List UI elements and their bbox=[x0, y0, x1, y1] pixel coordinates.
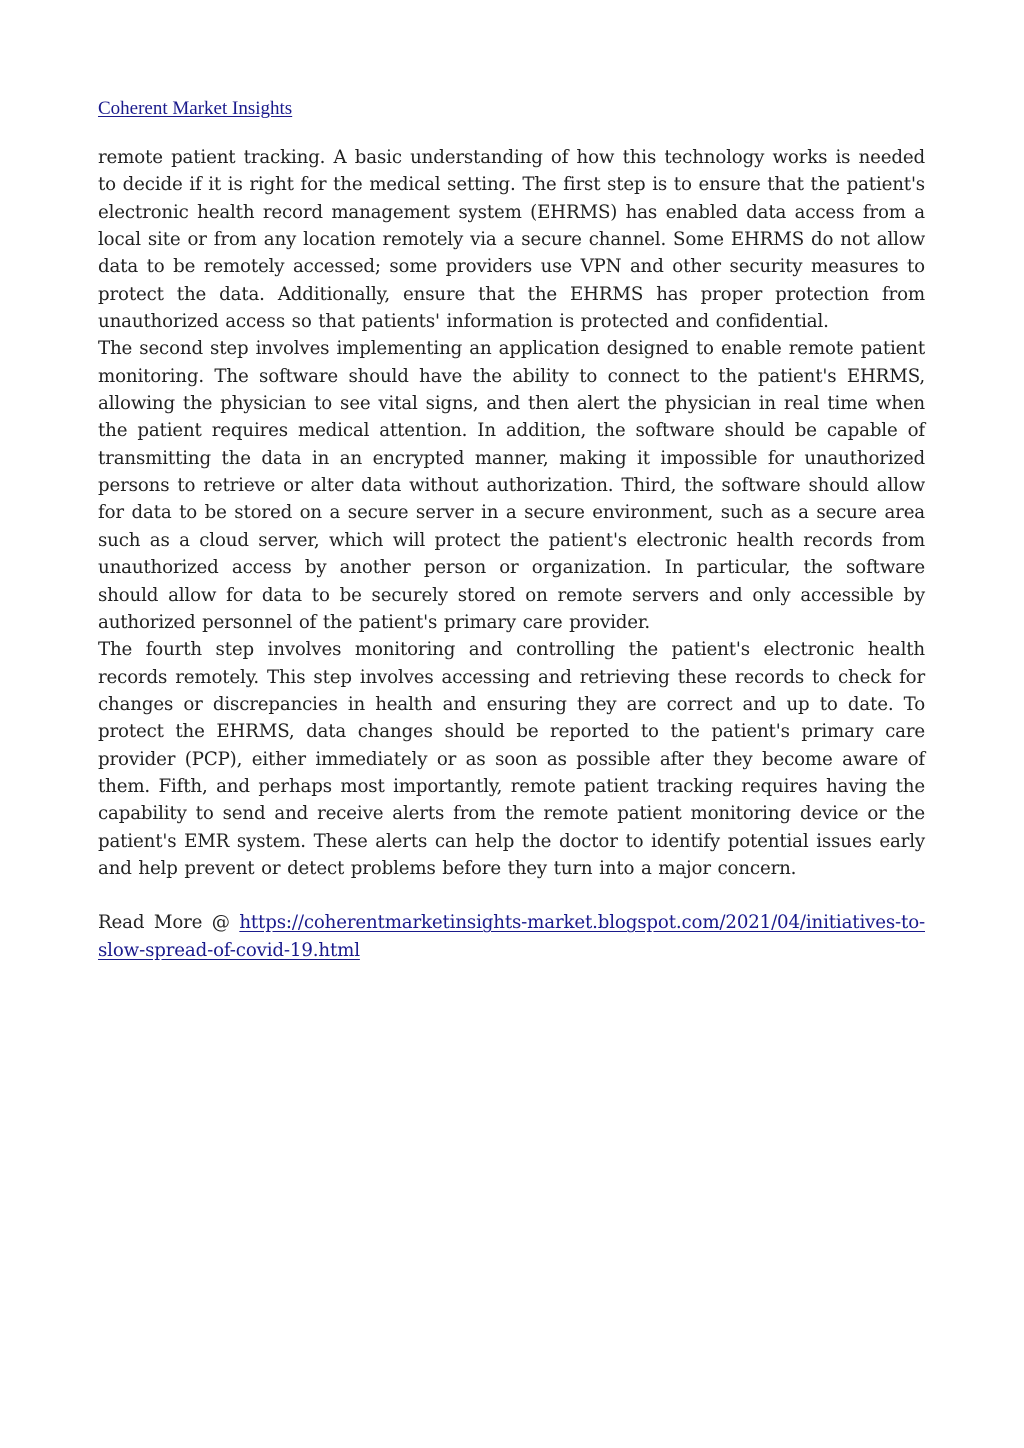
read-more-label: Read More @ bbox=[98, 912, 240, 934]
paragraph-fourth-step: The fourth step involves monitoring and controlling the patient's electronic health records remotely. This step involves accessing and retrieving these records to check for changes or discrepancies in health and ensuring they are correct and up to date. To protect the EHRMS, data changes should be reported to the patient's primary care provider (PCP), either immediately or as soon as possible after they become aware of them. Fifth, and perhaps most importantly, remote patient tracking requires having the capability to send and receive alerts from the remote patient monitoring device or the patient's EMR system. These alerts can help the doctor to identify potential issues early and help prevent or detect problems before they turn into a major concern. bbox=[98, 639, 925, 879]
paragraph-second-step: The second step involves implementing an application designed to enable remote patient monitoring. The software should have the ability to connect to the patient's EHRMS, allowing the physician to see vital signs, and then alert the physician in real time when the patient requires medical attention. In addition, the software should be capable of transmitting the data in an encrypted manner, making it impossible for unauthorized persons to retrieve or alter data without authorization. Third, the software should allow for data to be stored on a secure server in a secure environment, such as a secure area such as a cloud server, which will protect the patient's electronic health records from unauthorized access by another person or organization. In particular, the software should allow for data to be securely stored on remote servers and only accessible by authorized personnel of the patient's primary care provider. bbox=[98, 338, 925, 633]
read-more-link[interactable]: https://coherentmarketinsights-market.blogspot.com/2021/04/initiatives-to-slow-spread-of-covid-19.html bbox=[98, 912, 925, 961]
document-page bbox=[98, 96, 925, 964]
source-link[interactable]: Coherent Market Insights bbox=[98, 98, 293, 119]
read-more-line bbox=[98, 909, 925, 964]
paragraph-intro: remote patient tracking. A basic understanding of how this technology works is needed to decide if it is right for the medical setting. The first step is to ensure that the patient's electronic health record management system (EHRMS) has enabled data access from a local site or from any location remotely via a secure channel. Some EHRMS do not allow data to be remotely accessed; some providers use VPN and other security measures to protect the data. Additionally, ensure that the EHRMS has proper protection from unauthorized access so that patients' information is protected and confidential. bbox=[98, 147, 925, 333]
article-body bbox=[98, 144, 925, 882]
